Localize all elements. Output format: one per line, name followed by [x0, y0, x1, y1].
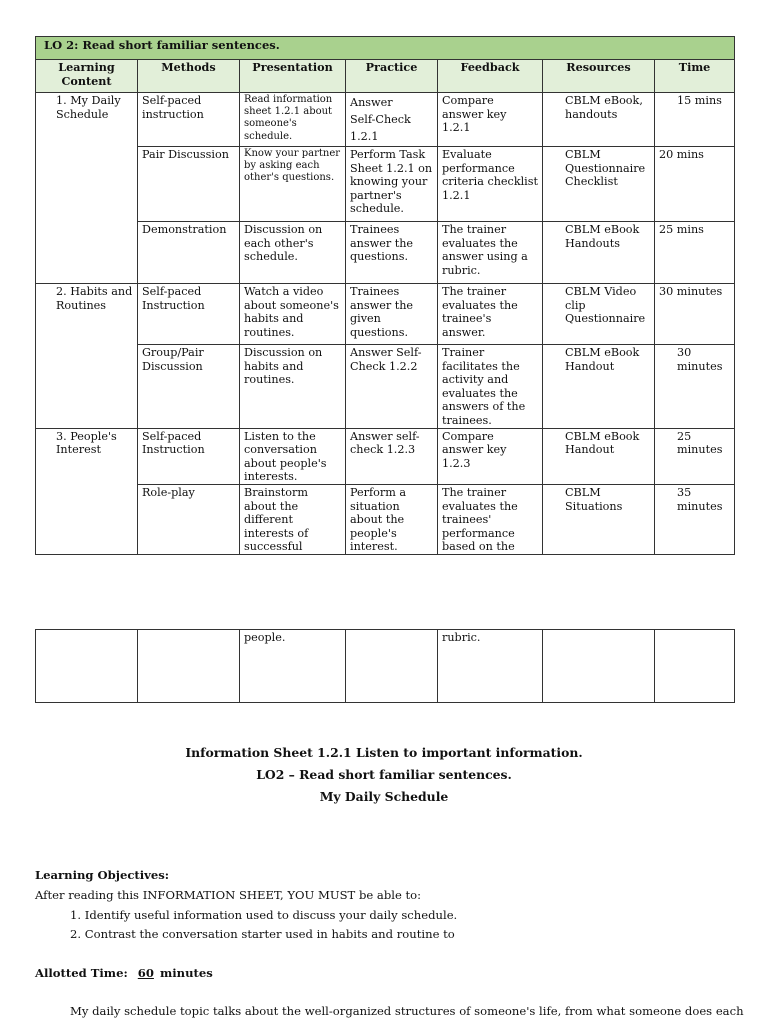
- practice-cell: Trainees answer the questions.: [346, 222, 438, 284]
- presentation-cell: Watch a video about someone's habits and routines.: [240, 284, 346, 345]
- resources-cell: CBLM eBook Handout: [543, 428, 655, 484]
- table-row: [36, 428, 735, 484]
- allotted-value: 60: [137, 966, 154, 980]
- feedback-cell: rubric.: [438, 630, 543, 703]
- practice-cell: Answer Self-Check 1.2.1: [346, 93, 438, 147]
- time-cell: [655, 630, 735, 703]
- table-row: [36, 284, 735, 345]
- practice-cell: Perform a situation about the people's interest.: [346, 484, 438, 554]
- col-header: Time: [655, 60, 735, 93]
- col-header: Learning Content: [36, 60, 138, 93]
- resources-cell: [543, 630, 655, 703]
- method-cell: [138, 630, 240, 703]
- presentation-cell: Brainstorm about the different interests of successful: [240, 484, 346, 554]
- table-row: [36, 93, 735, 147]
- content-cell: [36, 630, 138, 703]
- feedback-cell: Compare answer key 1.2.1: [438, 93, 543, 147]
- method-cell: Self-paced instruction: [138, 93, 240, 147]
- table-row: [36, 630, 735, 703]
- info-sheet-titles: [0, 742, 768, 807]
- allotted-unit: minutes: [159, 966, 213, 980]
- col-header: Presentation: [240, 60, 346, 93]
- table-row: [36, 345, 735, 429]
- lo-subtitle: LO2 – Read short familiar sentences.: [256, 766, 512, 782]
- objective-item: 1. Identify useful information used to discuss your daily schedule.: [70, 907, 458, 922]
- objectives-heading: Learning Objectives:: [35, 868, 170, 882]
- content-cell: 3. People's Interest: [36, 428, 138, 554]
- practice-cell: Trainees answer the given questions.: [346, 284, 438, 345]
- objectives-intro: After reading this INFORMATION SHEET, YOU MUST be able to:: [35, 887, 422, 902]
- presentation-cell: Read information sheet 1.2.1 about someone's schedule.: [240, 93, 346, 147]
- time-cell: 30 minutes: [655, 345, 735, 429]
- time-cell: 25 minutes: [655, 428, 735, 484]
- presentation-cell: Know your partner by asking each other's questions.: [240, 147, 346, 222]
- lesson-plan-table: [35, 36, 735, 555]
- allotted-label: Allotted Time:: [35, 966, 128, 980]
- practice-cell: Answer self-check 1.2.3: [346, 428, 438, 484]
- resources-cell: CBLM eBook, handouts: [543, 93, 655, 147]
- practice-cell: Answer Self-Check 1.2.2: [346, 345, 438, 429]
- method-cell: Group/Pair Discussion: [138, 345, 240, 429]
- table-row: [36, 484, 735, 554]
- time-cell: 35 minutes: [655, 484, 735, 554]
- col-header: Resources: [543, 60, 655, 93]
- time-cell: 15 mins: [655, 93, 735, 147]
- content-cell: 1. My Daily Schedule: [36, 93, 138, 284]
- lo-title: LO 2: Read short familiar sentences.: [36, 37, 735, 60]
- header-row: [36, 60, 735, 93]
- allotted-time: [35, 964, 735, 984]
- col-header: Feedback: [438, 60, 543, 93]
- learning-objectives: [35, 866, 735, 945]
- feedback-cell: The trainer evaluates the trainees' performance based on the: [438, 484, 543, 554]
- content-cell: 2. Habits and Routines: [36, 284, 138, 429]
- time-cell: 30 minutes: [655, 284, 735, 345]
- info-sheet-title: Information Sheet 1.2.1 Listen to important information.: [185, 745, 583, 760]
- method-cell: Role-play: [138, 484, 240, 554]
- topic-title: My Daily Schedule: [319, 788, 449, 804]
- time-cell: 20 mins: [655, 147, 735, 222]
- practice-cell: [346, 630, 438, 703]
- resources-cell: CBLM eBook Handout: [543, 345, 655, 429]
- body-paragraph: My daily schedule topic talks about the well-organized structures of someone's life, from what someone does each: [70, 1004, 744, 1018]
- objective-item: 2. Contrast the conversation starter used in habits and routine to: [70, 927, 455, 942]
- col-header: Methods: [138, 60, 240, 93]
- method-cell: Self-paced Instruction: [138, 428, 240, 484]
- presentation-cell: Discussion on each other's schedule.: [240, 222, 346, 284]
- feedback-cell: Compare answer key 1.2.3: [438, 428, 543, 484]
- presentation-cell: Listen to the conversation about people's interests.: [240, 428, 346, 484]
- time-cell: 25 mins: [655, 222, 735, 284]
- method-cell: Pair Discussion: [138, 147, 240, 222]
- feedback-cell: Evaluate performance criteria checklist 1.2.1: [438, 147, 543, 222]
- presentation-cell: Discussion on habits and routines.: [240, 345, 346, 429]
- feedback-cell: The trainer evaluates the answer using a rubric.: [438, 222, 543, 284]
- presentation-cell: people.: [240, 630, 346, 703]
- continuation-table: [35, 629, 735, 703]
- table-row: [36, 222, 735, 284]
- feedback-cell: Trainer facilitates the activity and evaluates the answers of the trainees.: [438, 345, 543, 429]
- resources-cell: CBLM Questionnaire Checklist: [543, 147, 655, 222]
- resources-cell: CBLM Situations: [543, 484, 655, 554]
- method-cell: Demonstration: [138, 222, 240, 284]
- resources-cell: CBLM Video clip Questionnaire: [543, 284, 655, 345]
- practice-cell: Perform Task Sheet 1.2.1 on knowing your partner's schedule.: [346, 147, 438, 222]
- col-header: Practice: [346, 60, 438, 93]
- resources-cell: CBLM eBook Handouts: [543, 222, 655, 284]
- method-cell: Self-paced Instruction: [138, 284, 240, 345]
- feedback-cell: The trainer evaluates the trainee's answer.: [438, 284, 543, 345]
- table-row: [36, 147, 735, 222]
